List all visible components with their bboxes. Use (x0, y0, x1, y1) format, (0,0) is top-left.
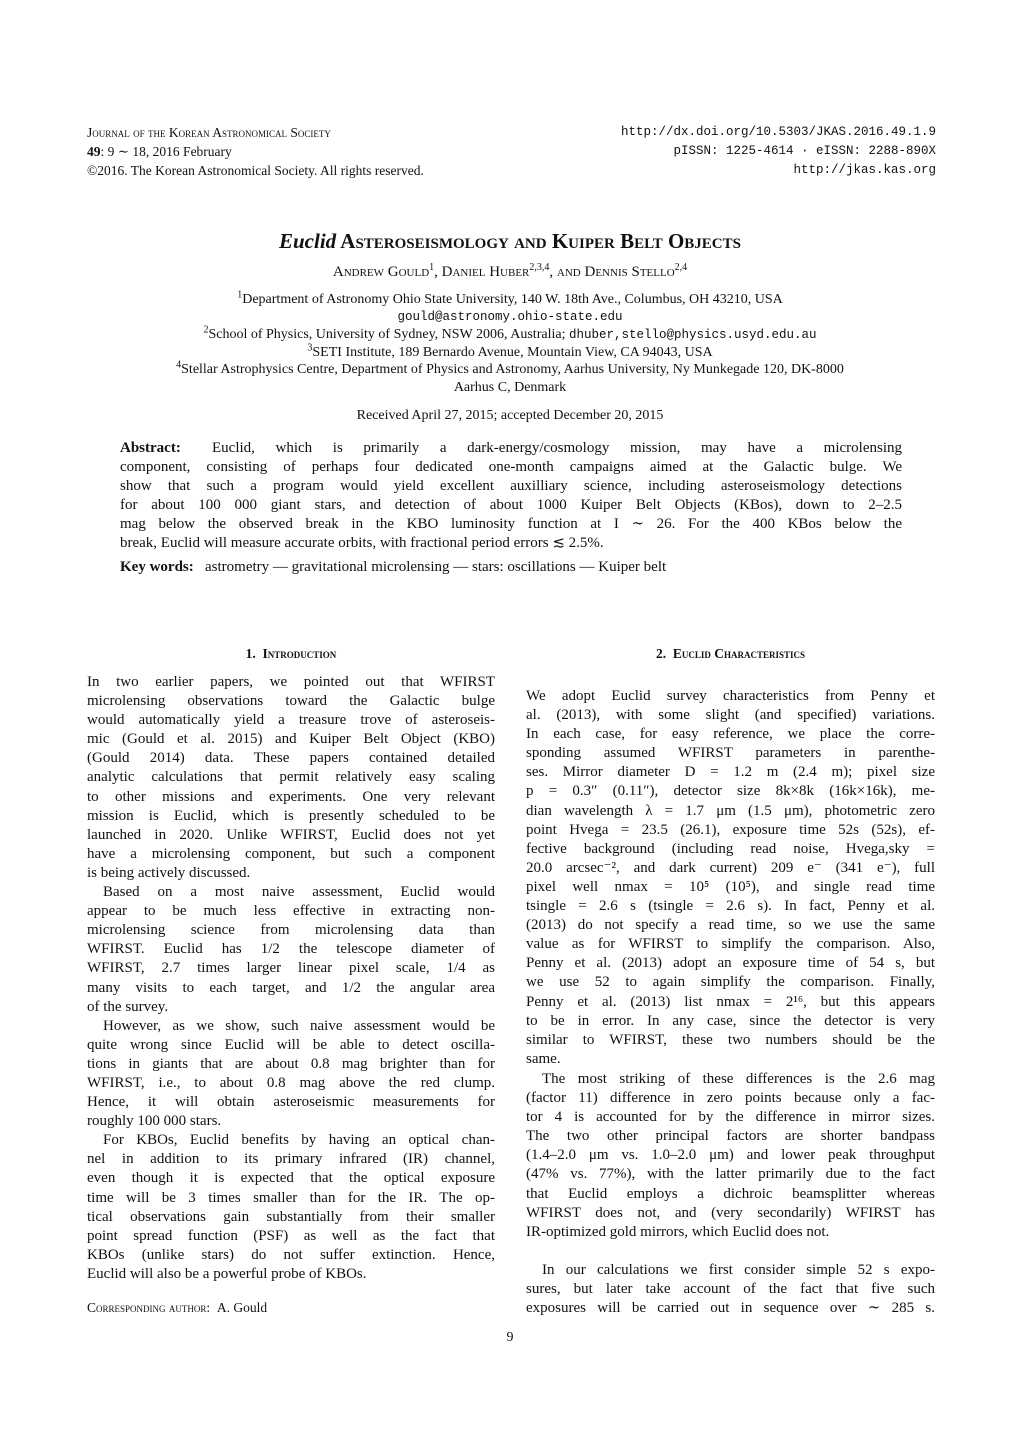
right-column-para-1 (526, 687, 935, 1069)
text-line: time will be 3 times smaller than for the IR. The op- (87, 1189, 495, 1206)
text-line: would automatically yield a treasure trove of asteroseis- (87, 712, 495, 729)
text-line: al. (2013), with some slight (and specified) variations. (526, 707, 935, 724)
affiliation-4: Stellar Astrophysics Centre, Department of Physics and Astronomy, Aarhus University, Ny Munkegade 120, DK-8000 (181, 362, 844, 377)
abstract-line: component, consisting of perhaps four dedicated one-month campaigns aimed at the Galactic bulge. We (120, 459, 902, 475)
author: Dennis Stello (584, 264, 675, 280)
text-line: quite wrong since Euclid will be able to detect oscilla- (87, 1036, 495, 1053)
section-heading-introduction (87, 645, 495, 663)
author-sup: 2,4 (674, 262, 688, 273)
footnote (87, 1299, 267, 1317)
text-line: (factor 11) difference in zero points because only a fac- (526, 1090, 935, 1107)
abstract (120, 439, 902, 553)
text-line: microlensing science from microlensing data than (87, 922, 495, 939)
text-line: nel in addition to its primary infrared (IR) channel, (87, 1151, 495, 1168)
text-line: is being actively discussed. (87, 864, 251, 881)
text-line: tical observations gain substantially from their smaller (87, 1208, 495, 1225)
text-line: launched in 2020. Unlike WFIRST, Euclid does not yet (87, 826, 495, 843)
text-line: exposures will be carried out in sequence over ∼ 285 s. (526, 1300, 935, 1317)
pages-date: : 9 ∼ 18, 2016 February (100, 144, 232, 159)
text-line: sures, but later take account of the fact that five such (526, 1281, 935, 1298)
abstract-label: Abstract: (120, 440, 181, 456)
email-1[interactable]: gould@astronomy.ohio-state.edu (397, 309, 623, 324)
text-line: mission is Euclid, which is presently scheduled to be (87, 807, 495, 824)
text-line: microlensing observations toward the Galactic bulge (87, 693, 495, 710)
section-title: Euclid Characteristics (672, 646, 806, 661)
section-number: 1. (245, 646, 256, 661)
text-line: (2013) do not specify a read time, so we use the same (526, 917, 935, 934)
text-line: Penny et al. (2013) list nmax = 2¹⁶, but this appears (526, 993, 935, 1010)
text-line: have a microlensing component, but such a component (87, 845, 495, 862)
text-line: pixel well nmax = 10⁵ (10⁵), and single read time (526, 878, 935, 895)
left-column (87, 673, 495, 1284)
text-line: to other missions and experiments. One very relevant (87, 788, 495, 805)
affiliations (0, 291, 1020, 396)
text-line: In each case, for easy reference, we place the corre- (526, 726, 935, 743)
title-rest: Asteroseismology and Kuiper Belt Objects (336, 229, 741, 253)
text-line: The two other principal factors are shorter bandpass (526, 1128, 935, 1145)
text-line: WFIRST. Euclid has 1/2 the telescope diameter of (87, 941, 495, 958)
text-line: Hence, it will obtain asteroseismic measurements for (87, 1094, 495, 1111)
journal-header (87, 123, 527, 180)
keywords (120, 558, 666, 577)
text-line: point Hvega = 23.5 (26.1), exposure time 52s (52s), ef- (526, 821, 935, 838)
page-number: 9 (506, 1330, 514, 1345)
abstract-line: for about 100 000 giant stars, and detection of about 1000 Kuiper Belt Objects (KBos), down to 2–2.5 (120, 497, 902, 513)
text-line: similar to WFIRST, these two numbers should be the (526, 1031, 935, 1048)
text-line: p = 0.3″ (0.11″), detector size 8k×8k (16k×16k), me- (526, 783, 935, 800)
aff-sup: 1 (237, 289, 243, 301)
aff-sup: 2 (203, 324, 209, 336)
abstract-first-line (120, 439, 902, 458)
text-line: 20.0 arcsec⁻², and dark current) 209 e⁻ (341 e⁻), full (526, 859, 935, 876)
email-2[interactable]: dhuber,stello@physics.usyd.edu.au (568, 328, 817, 342)
title-italic: Euclid (279, 229, 337, 253)
issn: pISSN: 1225-4614 · eISSN: 2288-890X (673, 144, 936, 158)
text-line: analytic calculations that permit relatively easy scaling (87, 769, 495, 786)
text-line: dian wavelength λ = 1.7 μm (1.5 μm), photometric zero (526, 802, 935, 819)
affiliation-line (0, 291, 1020, 309)
doi-link[interactable]: http://dx.doi.org/10.5303/JKAS.2016.49.1.9 (620, 125, 936, 139)
text-line: Based on a most naive assessment, Euclid would (103, 884, 495, 901)
volume-line (87, 142, 527, 161)
text-line: However, as we show, such naive assessment would be (103, 1017, 495, 1034)
keywords-text: astrometry — gravitational microlensing — stars: oscillations — Kuiper belt (205, 559, 667, 575)
text-line: tions in giants that are about 0.8 mag brighter than for (87, 1055, 495, 1072)
volume: 49 (87, 144, 101, 159)
text-line: even though it is expected that the optical exposure (87, 1170, 495, 1187)
received-dates: Received April 27, 2015; accepted December 20, 2015 (356, 408, 664, 423)
text-line: We adopt Euclid survey characteristics from Penny et (526, 688, 935, 704)
text-line: sponding assumed WFIRST parameters in parenthe- (526, 745, 935, 762)
section-title: Introduction (262, 646, 337, 661)
affiliation-1: Department of Astronomy Ohio State University, 140 W. 18th Ave., Columbus, OH 43210, USA (242, 292, 783, 307)
text-line: ses. Mirror diameter D = 1.2 m (2.4 m); pixel size (526, 764, 935, 781)
text-line: (1.4–2.0 μm vs. 1.0–2.0 μm) and lower peak throughput (526, 1147, 935, 1164)
abstract-line: Euclid, which is primarily a dark-energy/cosmology mission, may have a microlensing (212, 440, 902, 456)
author-sep: , and (549, 264, 585, 280)
text-line: In two earlier papers, we pointed out that WFIRST (87, 674, 495, 690)
abstract-line: break, Euclid will measure accurate orbits, with fractional period errors ≲ 2.5%. (120, 535, 604, 551)
section-heading-euclid-characteristics (526, 645, 935, 663)
affiliation-line (0, 361, 1020, 379)
text-line: that Euclid employs a dichroic beamsplitter whereas (526, 1185, 935, 1202)
text-line: IR-optimized gold mirrors, which Euclid does not. (526, 1223, 830, 1240)
text-line: tsingle = 2.6 s (tsingle = 2.6 s). In fact, Penny et al. (526, 898, 935, 915)
text-line: WFIRST, i.e., to about 0.8 mag above the red clump. (87, 1074, 495, 1091)
text-line: of the survey. (87, 998, 169, 1015)
copyright: ©2016. The Korean Astronomical Society. All rights reserved. (87, 163, 424, 178)
text-line: same. (526, 1050, 561, 1067)
text-line: fective background (including read noise, Hvega,sky = (526, 840, 935, 857)
journal-name: Journal of the Korean Astronomical Society (87, 125, 331, 140)
paper-title (0, 228, 1020, 254)
author: Andrew Gould (332, 264, 430, 280)
section-number: 2. (655, 646, 667, 661)
text-line: In our calculations we first consider simple 52 s expo- (542, 1262, 935, 1278)
author-sup: 2,3,4 (529, 262, 550, 273)
text-line: (47% vs. 77%), with the latter primarily due to the fact (526, 1166, 935, 1183)
text-line: KBOs (unlike stars) do not suffer extinction. Hence, (87, 1246, 495, 1263)
corresponding-author: A. Gould (216, 1300, 268, 1315)
text-line: Penny et al. (2013) adopt an exposure time of 54 s, but (526, 955, 935, 972)
text-line: The most striking of these differences is the 2.6 mag (542, 1071, 935, 1087)
text-line: (Gould 2014) data. These papers contained detailed (87, 750, 495, 767)
author-sep: , (434, 264, 442, 280)
keywords-label: Key words: (120, 559, 194, 575)
abstract-line: mag below the observed break in the KBO luminosity function at I ∼ 26. For the 400 KBos below the (120, 516, 902, 532)
text-line: mic (Gould et al. 2015) and Kuiper Belt Object (KBO) (87, 731, 495, 748)
right-column-para-2 (526, 1070, 935, 1242)
text-line: roughly 100 000 stars. (87, 1113, 222, 1130)
affiliation-2: School of Physics, University of Sydney, NSW 2006, Australia; (208, 327, 569, 342)
text-line: tor 4 is accounted for by the difference in mirror sizes. (526, 1109, 935, 1126)
text-line: appear to be much less effective in extracting non- (87, 903, 495, 920)
right-column-para-3 (526, 1261, 935, 1318)
text-line: Euclid will also be a powerful probe of KBOs. (87, 1265, 367, 1282)
text-line: many visits to each target, and 1/2 the angular area (87, 979, 495, 996)
text-line: to be in error. In any case, since the detector is very (526, 1012, 935, 1029)
affiliation-4-cont: Aarhus C, Denmark (453, 379, 567, 395)
affiliation-line (0, 341, 1020, 362)
affiliation-3: SETI Institute, 189 Bernardo Avenue, Mountain View, CA 94043, USA (312, 344, 713, 360)
affiliation-line (0, 326, 1020, 344)
journal-url[interactable]: http://jkas.kas.org (793, 163, 936, 177)
text-line: point spread function (PSF) as well as the fact that (87, 1227, 495, 1244)
author-sup: 1 (429, 262, 435, 273)
author: Daniel Huber (441, 264, 530, 280)
text-line: WFIRST, 2.7 times larger linear pixel scale, 1/4 as (87, 960, 495, 977)
aff-sup: 3 (307, 341, 313, 353)
footnote-label: Corresponding author: (87, 1300, 211, 1315)
aff-sup: 4 (176, 359, 182, 371)
text-line: WFIRST does not, and (very secondarily) WFIRST has (526, 1204, 935, 1221)
journal-links (516, 123, 936, 180)
author-list (0, 262, 1020, 282)
abstract-line: show that such a program would yield excellent auxilliary science, including asteroseismology detections (120, 478, 902, 494)
text-line: For KBOs, Euclid benefits by having an optical chan- (103, 1132, 495, 1149)
text-line: we use 52 to again simplify the comparison. Finally, (526, 974, 935, 991)
text-line: value as for WFIRST to simplify the comparison. Also, (526, 936, 935, 953)
